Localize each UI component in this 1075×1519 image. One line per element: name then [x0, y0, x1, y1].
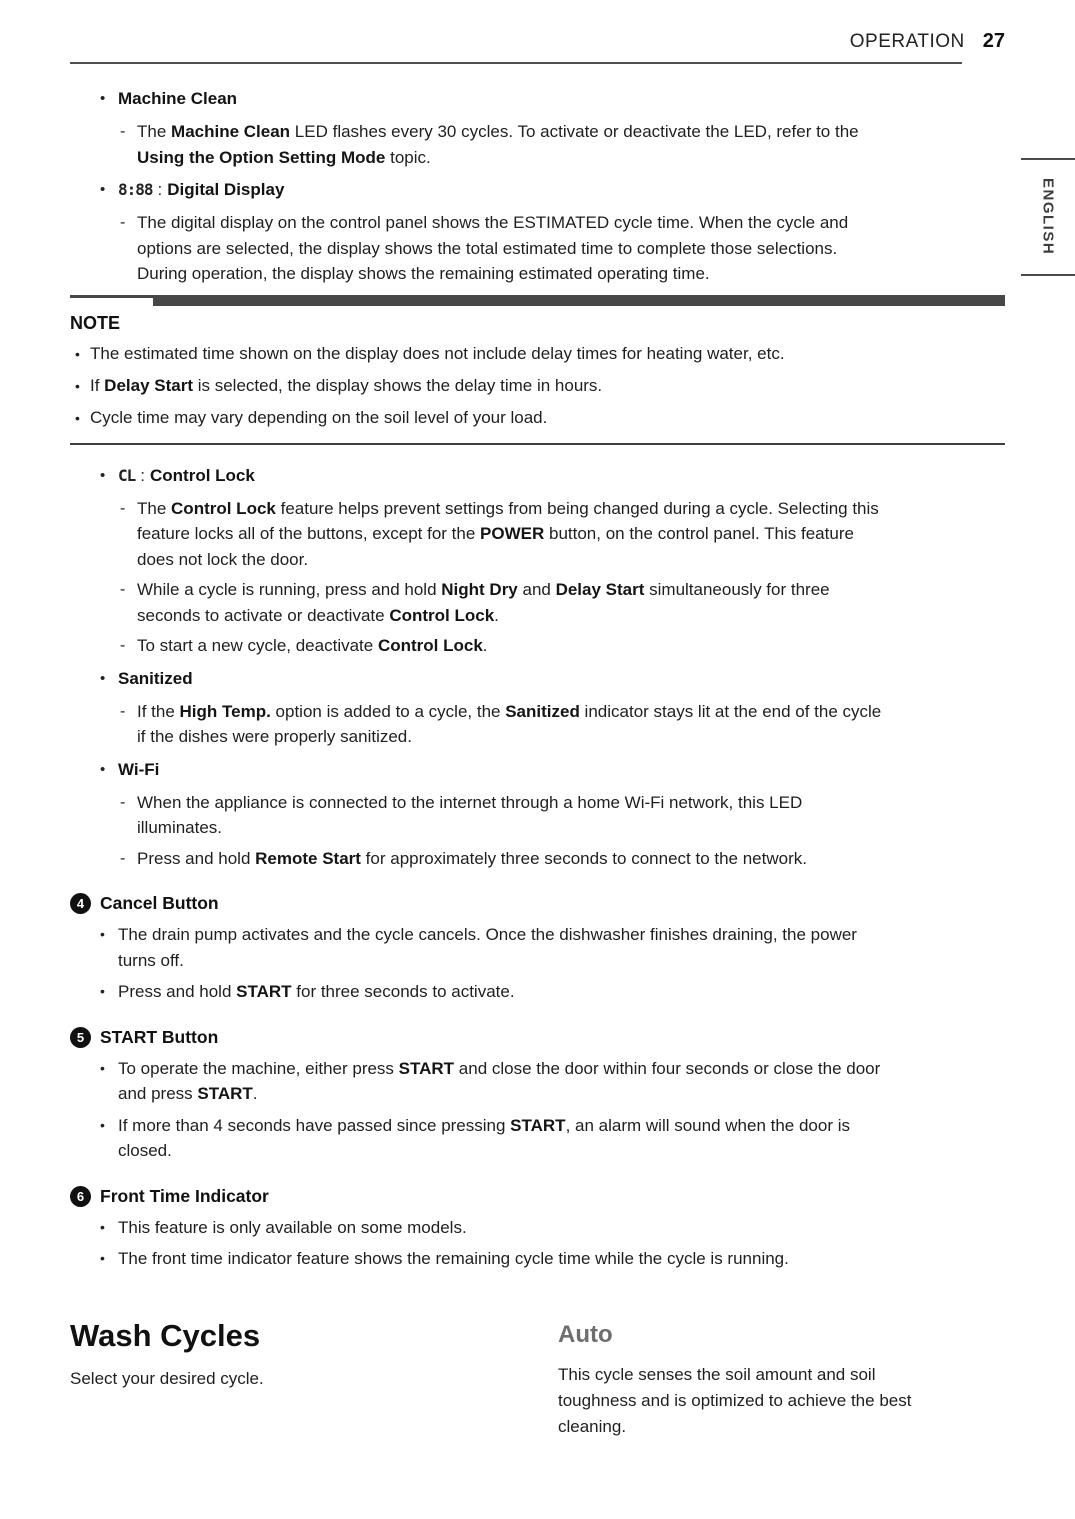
note-bar-thin [70, 295, 153, 298]
note-bottom-rule [70, 443, 1005, 445]
note-title: NOTE [70, 312, 121, 333]
section-item [70, 1056, 1005, 1107]
page-content [70, 87, 1005, 1440]
item-paragraph: To start a new cycle, deactivate Control Lock. [137, 636, 488, 655]
item-title: Machine Clean [118, 89, 238, 108]
number-badge: 4 [70, 893, 91, 914]
item-paragraph: The Control Lock feature helps prevent settings from being changed during a cycle. Selecting this feature locks all of the buttons, except for the POWER button, on the control panel. This feature does not lock the door. [137, 498, 879, 569]
item-title: Sanitized [118, 668, 193, 688]
item-title-text: Digital Display [167, 180, 285, 199]
section-title: Front Time Indicator [100, 1185, 269, 1206]
list-subitem [70, 119, 1005, 170]
bullet-marker: • [100, 1059, 105, 1076]
section-label: OPERATION [849, 31, 965, 52]
section-text: The drain pump activates and the cycle cancels. Once the dishwasher finishes draining, the power turns off. [118, 925, 857, 970]
section-text: If more than 4 seconds have passed since pressing START, an alarm will sound when the door is closed. [118, 1115, 851, 1160]
bullet-marker: • [100, 1116, 105, 1133]
list-subitem [70, 846, 1005, 872]
section-text: Press and hold START for three seconds to activate. [118, 982, 515, 1001]
bullet-marker: • [100, 669, 106, 687]
cycle-name: Auto [558, 1320, 613, 1348]
numbered-section-cancel-button [70, 893, 1005, 914]
item-paragraph: The Machine Clean LED flashes every 30 cycles. To activate or deactivate the LED, refer to the Using the Option Setting Mode topic. [137, 122, 859, 167]
section-text: This feature is only available on some models. [118, 1217, 467, 1237]
numbered-section-start-button [70, 1027, 1005, 1048]
item-paragraph: Press and hold Remote Start for approximately three seconds to connect to the network. [137, 848, 807, 868]
cycle-description: This cycle senses the soil amount and soil toughness and is optimized to achieve the best cleaning. [558, 1364, 912, 1436]
bullet-marker: • [100, 466, 106, 484]
dash-marker: - [120, 123, 126, 140]
note-item [70, 342, 1005, 366]
section-item [70, 1215, 1005, 1241]
number-badge: 5 [70, 1027, 91, 1048]
bullet-marker: • [100, 181, 106, 198]
numbered-section-front-time-indicator [70, 1186, 1005, 1207]
list-item-wifi [70, 758, 1005, 782]
note-text: If Delay Start is selected, the display shows the delay time in hours. [90, 375, 603, 395]
section-item [70, 1113, 1005, 1164]
dash-marker: - [120, 793, 126, 811]
bullet-marker: • [75, 345, 80, 362]
note-text: The estimated time shown on the display does not include delay times for heating water, etc. [90, 343, 785, 363]
bullet-marker: • [75, 377, 80, 394]
page-header [0, 0, 1075, 53]
dash-marker: - [120, 581, 126, 598]
item-paragraph: While a cycle is running, press and hold Night Dry and Delay Start simultaneously for three seconds to activate or deactivate Control Lock. [137, 580, 830, 625]
list-subitem [70, 633, 1005, 659]
list-subitem [70, 496, 1005, 573]
bullet-marker: • [100, 1218, 105, 1235]
note-item [70, 374, 1005, 398]
seven-segment-icon: CL [118, 465, 136, 485]
item-paragraph: The digital display on the control panel shows the ESTIMATED cycle time. When the cycle and options are selected, the display shows the total estimated time to complete those selections. During operation, the display shows the remaining estimated operating time. [137, 213, 849, 283]
page-number: 27 [982, 30, 1005, 52]
section-item [70, 1246, 1005, 1272]
item-title [118, 178, 284, 202]
bullet-marker: • [100, 1250, 105, 1266]
wash-cycles-subtitle: Select your desired cycle. [70, 1368, 264, 1388]
bullet-marker: • [100, 926, 105, 942]
bullet-marker: • [100, 983, 105, 999]
list-subitem [70, 699, 1005, 750]
note-bar [70, 295, 1005, 306]
item-title: Wi-Fi [118, 759, 160, 779]
section-text: To operate the machine, either press START and close the door within four seconds or close the door and press START. [118, 1058, 881, 1103]
note-bar-thick [153, 295, 1005, 306]
wash-cycles-section [70, 1318, 1005, 1440]
seven-segment-icon: 8:88 [118, 180, 153, 199]
cycle-auto [558, 1318, 1005, 1440]
separator: : [157, 180, 163, 199]
list-subitem [70, 577, 1005, 628]
item-title [118, 464, 255, 488]
section-text: The front time indicator feature shows the remaining cycle time while the cycle is running. [118, 1249, 789, 1268]
header-rule [70, 62, 962, 64]
bullet-marker: • [100, 760, 106, 778]
dash-marker: - [120, 849, 126, 867]
section-item [70, 979, 1005, 1005]
list-item-digital-display [70, 178, 1005, 202]
dash-marker: - [120, 214, 126, 231]
bullet-marker: • [100, 90, 106, 107]
list-subitem [70, 790, 1005, 841]
note-item [70, 406, 1005, 430]
section-title: START Button [100, 1026, 219, 1047]
item-paragraph: When the appliance is connected to the internet through a home Wi-Fi network, this LED illuminates. [137, 792, 803, 837]
list-item-machine-clean [70, 87, 1005, 111]
bullet-marker: • [75, 409, 80, 426]
wash-cycles-title: Wash Cycles [70, 1317, 261, 1353]
section-item [70, 922, 1005, 973]
list-subitem [70, 210, 1005, 287]
wash-cycles-intro [70, 1318, 558, 1440]
list-item-control-lock [70, 464, 1005, 488]
language-tab [1021, 158, 1075, 276]
list-item-sanitized [70, 667, 1005, 691]
item-title-text: Control Lock [150, 465, 255, 485]
dash-marker: - [120, 499, 126, 517]
language-tab-label: ENGLISH [1039, 178, 1057, 256]
item-paragraph: If the High Temp. option is added to a cycle, the Sanitized indicator stays lit at the end of the cycle if the dishes were properly sanitized. [137, 701, 882, 746]
dash-marker: - [120, 702, 126, 720]
dash-marker: - [120, 637, 126, 654]
note-text: Cycle time may vary depending on the soil level of your load. [90, 407, 548, 427]
separator: : [140, 465, 145, 485]
section-title: Cancel Button [100, 893, 219, 913]
number-badge: 6 [70, 1186, 91, 1207]
